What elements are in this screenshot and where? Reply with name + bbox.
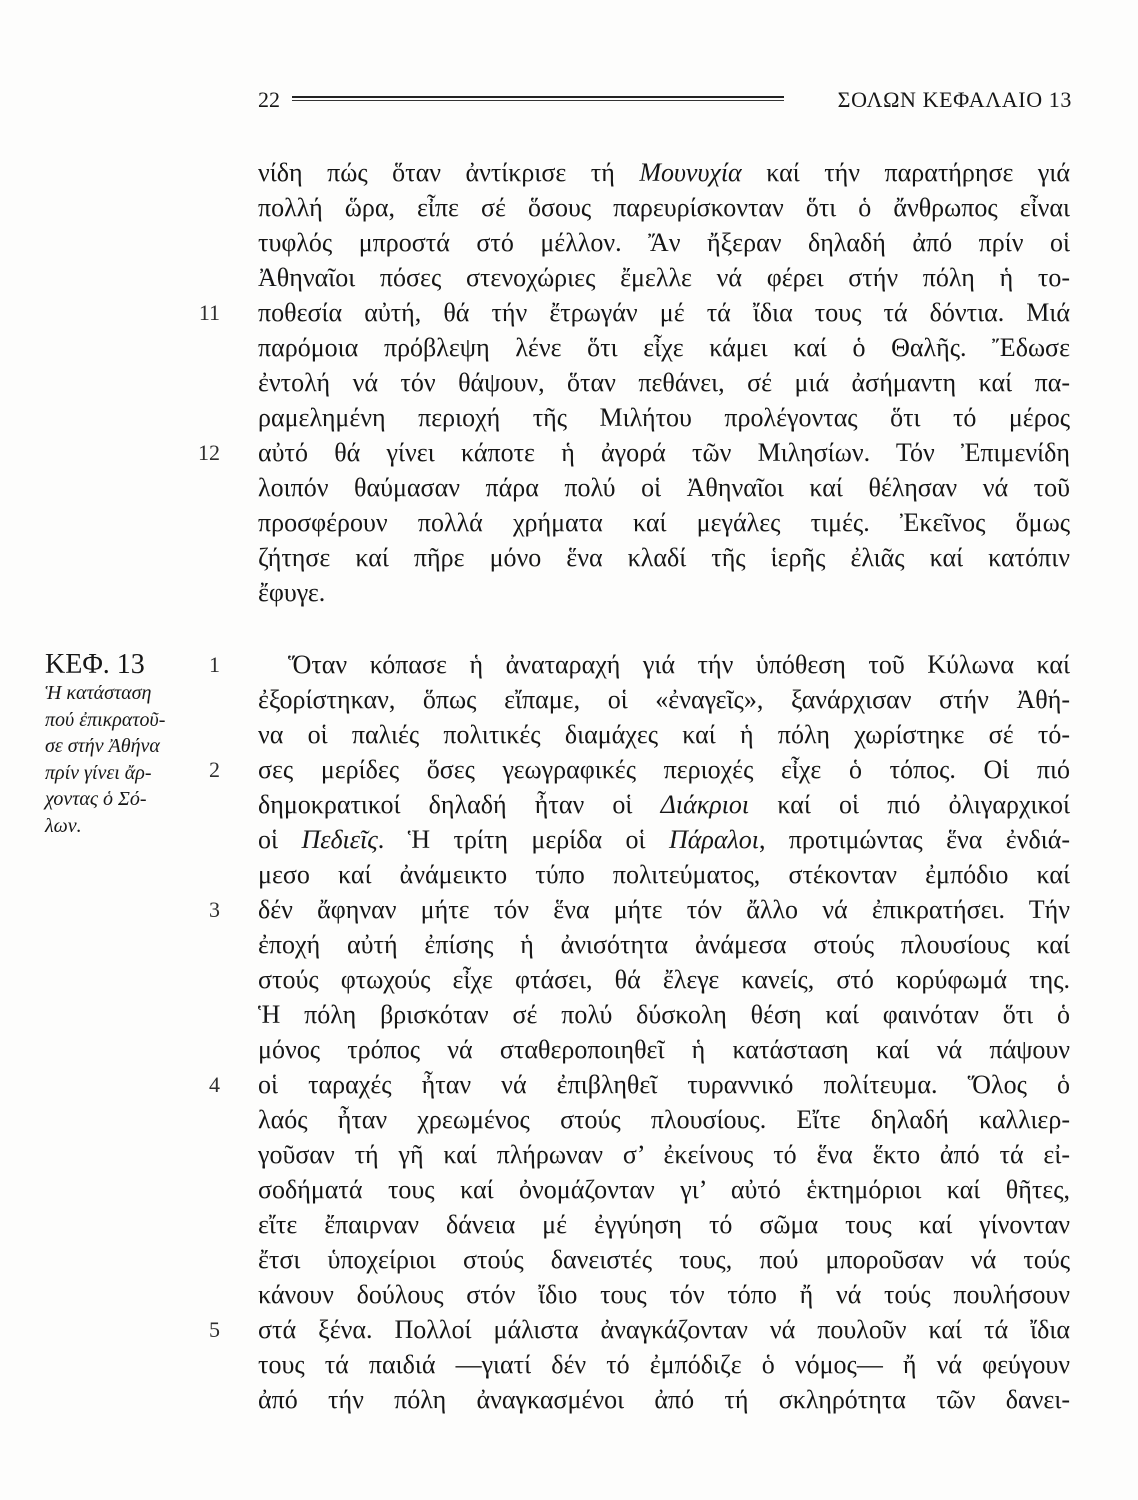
text-line [258, 470, 1070, 505]
line-text: μεσο καί ἀνάμεικτο τύπο πολιτεύματος, στέκονταν ἐμπόδιο καί [258, 860, 1070, 889]
margin-line-number: 5 [209, 1317, 220, 1342]
text-line [258, 540, 1070, 575]
line-text: ποθεσία αὐτή, θά τήν ἔτρωγάν μέ τά ἴδια τους τά δόντια. Μιά [258, 298, 1070, 327]
text-line [258, 505, 1070, 540]
line-text: λοιπόν θαύμασαν πάρα πολύ οἱ Ἀθηναῖοι καί θέλησαν νά τοῦ [258, 473, 1070, 502]
line-text: μόνος τρόπος νά σταθεροποιηθεῖ ἡ κατάσταση καί νά πάψουν [258, 1035, 1070, 1064]
text-segment: καί τήν παρατήρησε γιά [741, 158, 1070, 187]
text-line [198, 295, 1070, 330]
text-line [258, 997, 1070, 1032]
line-text: στά ξένα. Πολλοί μάλιστα ἀναγκάζονταν νά πουλοῦν καί τά ἴδια [258, 1315, 1070, 1344]
chapter-summary-line: πρίν γίνει ἄρ- [45, 761, 152, 784]
text-line [258, 822, 1070, 857]
text-line [258, 225, 1070, 260]
header-rule [292, 96, 784, 101]
text-line [258, 857, 1070, 892]
text-line [209, 1067, 1070, 1102]
text-line [258, 1382, 1070, 1417]
text-segment: δημοκρατικοί δηλαδή ἦταν οἱ [258, 790, 661, 819]
line-text: στούς φτωχούς εἶχε φτάσει, θά ἔλεγε κανείς, στό κορύφωμά της. [258, 965, 1070, 994]
margin-line-number: 11 [198, 300, 220, 325]
line-text: να οἱ παλιές πολιτικές διαμάχες καί ἡ πόλη χωρίστηκε σέ τό- [258, 720, 1070, 749]
text-line [258, 962, 1070, 997]
italic-term: Πεδιεῖς [301, 825, 378, 854]
italic-term: Μουνυχία [639, 158, 742, 187]
line-text: ζήτησε καί πῆρε μόνο ἕνα κλαδί τῆς ἱερῆς ἐλιᾶς καί κατόπιν [258, 543, 1070, 572]
text-line [198, 435, 1070, 470]
line-text [258, 790, 1070, 819]
running-title: ΣΟΛΩΝ ΚΕΦΑΛΑΙΟ 13 [837, 87, 1072, 112]
text-line [209, 647, 1070, 682]
line-text: πολλή ὥρα, εἶπε σέ ὅσους παρευρίσκονταν ὅτι ὁ ἄνθρωπος εἶναι [258, 193, 1070, 222]
line-text: λαός ἦταν χρεωμένος στούς πλουσίους. Εἴτε δηλαδή καλλιερ- [258, 1105, 1070, 1134]
line-text [258, 825, 1070, 854]
paragraph [198, 155, 1070, 610]
chapter-summary-line: σε στήν Ἀθήνα [45, 735, 160, 757]
text-line [258, 1032, 1070, 1067]
text-line [258, 260, 1070, 295]
line-text: ἀπό τήν πόλη ἀναγκασμένοι ἀπό τή σκληρότητα τῶν δανει- [258, 1385, 1070, 1414]
chapter-summary-line: πού ἐπικρατοῦ- [45, 708, 166, 731]
text-line [258, 1242, 1070, 1277]
italic-term: Πάραλοι [668, 825, 759, 854]
text-segment: νίδη πώς ὅταν ἀντίκρισε τή [258, 158, 640, 187]
line-text: Ἀθηναῖοι πόσες στενοχώριες ἔμελλε νά φέρει στήν πόλη ἡ το- [258, 263, 1070, 292]
text-line [258, 1207, 1070, 1242]
chapter-summary-line: χοντας ὁ Σό- [45, 788, 147, 810]
chapter-label: ΚΕΦ. 13 [45, 649, 145, 680]
text-line [258, 717, 1070, 752]
paragraph [209, 647, 1071, 1417]
line-text: παρόμοια πρόβλεψη λένε ὅτι εἶχε κάμει καί ὁ Θαλῆς. Ἔδωσε [258, 333, 1070, 362]
margin-line-number: 2 [209, 757, 220, 782]
chapter-summary-line: Ἡ κατάσταση [45, 682, 152, 704]
chapter-summary-line: λων. [45, 814, 82, 837]
line-text [258, 158, 1070, 187]
page-number: 22 [258, 87, 280, 112]
line-text: σοδήματά τους καί ὀνομάζονταν γι’ αὐτό ἑκτημόριοι καί θῆτες, [258, 1175, 1070, 1204]
text-line [258, 190, 1070, 225]
text-line [209, 892, 1070, 927]
line-text: ἐποχή αὐτή ἐπίσης ἡ ἀνισότητα ἀνάμεσα στούς πλουσίους καί [258, 930, 1070, 959]
text-segment: , προτιμώντας ἕνα ἐνδιά- [759, 825, 1071, 854]
text-segment: . Ἡ τρίτη μερίδα οἱ [377, 825, 669, 854]
text-line [258, 1277, 1070, 1312]
margin-line-number: 4 [209, 1072, 220, 1097]
text-line [258, 1347, 1070, 1382]
text-line [258, 787, 1070, 822]
line-text: κάνουν δούλους στόν ἴδιο τους τόν τόπο ἤ νά τούς πουλήσουν [258, 1280, 1070, 1309]
margin-line-number: 1 [209, 652, 220, 677]
line-text: αὐτό θά γίνει κάποτε ἡ ἀγορά τῶν Μιλησίων. Τόν Ἐπιμενίδη [258, 438, 1070, 467]
text-line [258, 400, 1070, 435]
text-segment: καί οἱ πιό ὀλιγαρχικοί [749, 790, 1070, 819]
line-text: ραμελημένη περιοχή τῆς Μιλήτου προλέγοντας ὅτι τό μέρος [258, 403, 1070, 432]
line-text: σες μερίδες ὅσες γεωγραφικές περιοχές εἶχε ὁ τόπος. Οἱ πιό [258, 755, 1070, 784]
line-text: τους τά παιδιά —γιατί δέν τό ἐμπόδιζε ὁ νόμος— ἤ νά φεύγουν [258, 1350, 1070, 1379]
text-line [258, 1102, 1070, 1137]
chapter-summary [45, 680, 165, 839]
line-text: γοῦσαν τή γῆ καί πλήρωναν σ’ ἐκείνους τό ἕνα ἕκτο ἀπό τά εἰ- [258, 1140, 1070, 1169]
text-line [258, 682, 1070, 717]
text-line [258, 575, 1070, 610]
line-text: εἴτε ἔπαιρναν δάνεια μέ ἐγγύηση τό σῶμα τους καί γίνονταν [258, 1210, 1070, 1239]
italic-term: Διάκριοι [660, 790, 750, 819]
line-text: τυφλός μπροστά στό μέλλον. Ἄν ἤξεραν δηλαδή ἀπό πρίν οἱ [258, 228, 1070, 257]
text-line [258, 1172, 1070, 1207]
line-text: Ὅταν κόπασε ἡ ἀναταραχή γιά τήν ὑπόθεση τοῦ Κύλωνα καί [288, 650, 1070, 679]
margin-line-number: 3 [209, 897, 220, 922]
text-line [209, 1312, 1070, 1347]
text-line [258, 927, 1070, 962]
line-text: ἐξορίστηκαν, ὅπως εἴπαμε, οἱ «ἐναγεῖς», ξανάρχισαν στήν Ἀθή- [258, 685, 1070, 714]
line-text: ἔτσι ὑποχείριοι στούς δανειστές τους, πού μποροῦσαν νά τούς [258, 1245, 1070, 1274]
line-text: ἔφυγε. [258, 578, 326, 607]
line-text: δέν ἄφηναν μήτε τόν ἕνα μήτε τόν ἄλλο νά ἐπικρατήσει. Τήν [258, 895, 1070, 924]
line-text: ἐντολή νά τόν θάψουν, ὅταν πεθάνει, σέ μιά ἀσήμαντη καί πα- [258, 368, 1070, 397]
text-line [258, 155, 1070, 190]
margin-line-number: 12 [198, 440, 220, 465]
text-line [209, 752, 1070, 787]
text-line [258, 365, 1070, 400]
text-line [258, 1137, 1070, 1172]
line-text: οἱ ταραχές ἦταν νά ἐπιβληθεῖ τυραννικό πολίτευμα. Ὅλος ὁ [258, 1070, 1070, 1099]
line-text: Ἡ πόλη βρισκόταν σέ πολύ δύσκολη θέση καί φαινόταν ὅτι ὁ [258, 1000, 1070, 1029]
line-text: προσφέρουν πολλά χρήματα καί μεγάλες τιμές. Ἐκεῖνος ὅμως [258, 508, 1070, 537]
text-segment: οἱ [258, 825, 302, 854]
text-line [258, 330, 1070, 365]
